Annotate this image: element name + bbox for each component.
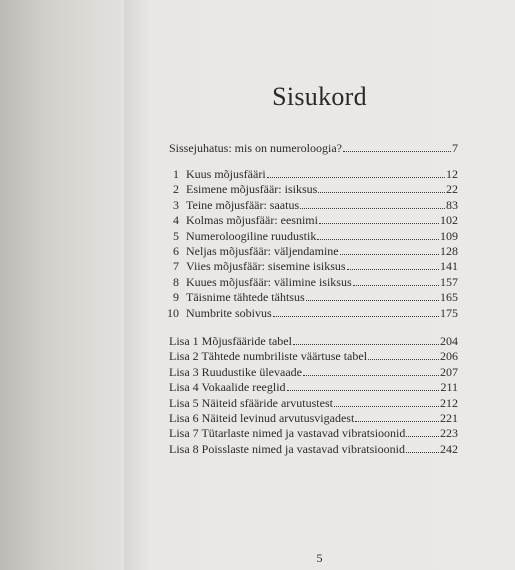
toc-appendix-row: [169, 396, 458, 410]
toc-leader-dots: [273, 307, 439, 317]
toc-appendix-page: 207: [440, 364, 458, 379]
toc-chapter-row: [165, 167, 458, 181]
toc-chapter-page: 22: [446, 182, 458, 197]
toc-leader-dots: [343, 142, 451, 152]
toc-appendix-row: [169, 426, 458, 440]
book-gutter-shadow: [0, 0, 140, 570]
toc-leader-dots: [287, 381, 440, 391]
toc-appendix-page: 242: [440, 441, 458, 456]
toc-chapter-number: 2: [173, 182, 179, 197]
toc-chapter-row: [165, 229, 458, 243]
toc-chapter-row: [165, 182, 458, 196]
toc-chapter-row: [165, 275, 458, 289]
toc-chapter-label: Numeroloogiline ruudustik: [186, 228, 317, 243]
toc-chapter-number: 9: [173, 290, 179, 305]
toc-chapter-number: 6: [173, 244, 179, 258]
toc-appendix-row: [169, 442, 458, 456]
toc-leader-dots: [368, 350, 439, 360]
toc-appendix-page: 211: [440, 380, 458, 395]
toc-chapter-label: Kuues mõjusfäär: välimine isiksus: [186, 274, 352, 289]
toc-leader-dots: [300, 199, 445, 209]
toc-appendix-label: Lisa 7 Tütarlaste nimed ja vastavad vibratsioonid: [169, 426, 406, 441]
toc-chapter-page: 102: [440, 213, 458, 228]
toc-appendix-row: [169, 411, 458, 425]
toc-appendix-row: [169, 334, 458, 348]
toc-appendix-page: 223: [440, 426, 458, 441]
toc-leader-dots: [306, 291, 439, 301]
toc-chapter-row: [165, 213, 458, 227]
toc-chapter-number: 8: [173, 274, 179, 289]
toc-leader-dots: [347, 260, 439, 270]
toc-chapter-row: [165, 290, 458, 304]
toc-appendix-row: [169, 380, 458, 394]
toc-chapter-label: Kuus mõjusfääri: [186, 167, 266, 181]
toc-chapter-number: 4: [173, 213, 179, 228]
toc-chapter-page: 141: [440, 259, 458, 274]
toc-appendix-row: [169, 349, 458, 363]
toc-leader-dots: [317, 230, 439, 240]
toc-appendix-label: Lisa 6 Näiteid levinud arvutusvigadest: [169, 411, 355, 425]
toc-leader-dots: [334, 397, 439, 407]
toc-chapter-row: [165, 306, 458, 320]
toc-chapter-page: 157: [440, 274, 458, 289]
toc-appendix-label: Lisa 8 Poisslaste nimed ja vastavad vibratsioonid: [169, 441, 405, 456]
toc-leader-dots: [303, 366, 439, 376]
toc-leader-dots: [340, 245, 439, 255]
toc-chapter-page: 128: [440, 244, 458, 258]
toc-chapter-label: Viies mõjusfäär: sisemine isiksus: [186, 259, 346, 274]
toc-chapter-label: Esimene mõjusfäär: isiksus: [186, 182, 318, 197]
page-title: Sisukord: [272, 82, 367, 111]
toc-chapter-page: 175: [440, 305, 458, 320]
toc-appendix-label: Lisa 3 Ruudustike ülevaade: [169, 364, 302, 379]
toc-chapter-number: 10: [167, 305, 179, 320]
toc-leader-dots: [267, 168, 445, 178]
toc-chapter-label: Numbrite sobivus: [186, 305, 272, 320]
toc-chapter-number: 5: [173, 228, 179, 243]
toc-leader-dots: [406, 427, 439, 437]
toc-leader-dots: [355, 412, 439, 422]
toc-chapter-page: 12: [446, 167, 458, 181]
toc-chapter-page: 165: [440, 290, 458, 305]
toc-leader-dots: [293, 335, 439, 345]
toc-leader-dots: [318, 183, 445, 193]
toc-chapter-number: 3: [173, 197, 179, 212]
toc-appendix-label: Lisa 5 Näiteid sfääride arvutustest: [169, 395, 333, 410]
toc-leader-dots: [319, 214, 439, 224]
book-page: [124, 0, 515, 570]
toc-chapter-label: Neljas mõjusfäär: väljendamine: [186, 244, 339, 258]
toc-appendix-page: 206: [440, 349, 458, 364]
toc-chapter-page: 109: [440, 228, 458, 243]
toc-appendix-label: Lisa 4 Vokaalide reeglid: [169, 380, 286, 395]
toc-intro-row: [169, 141, 458, 155]
toc-appendix-label: Lisa 1 Mõjusfääride tabel: [169, 334, 292, 348]
toc-appendix-page: 212: [440, 395, 458, 410]
toc-leader-dots: [406, 443, 439, 453]
toc-intro-label: Sissejuhatus: mis on numeroloogia?: [169, 141, 342, 155]
toc-chapter-row: [165, 244, 458, 258]
toc-appendix-page: 204: [440, 334, 458, 348]
toc-chapter-number: 1: [173, 167, 179, 181]
page-number: 5: [316, 551, 323, 565]
toc-chapter-row: [165, 198, 458, 212]
toc-appendix-row: [169, 365, 458, 379]
toc-appendix-page: 221: [440, 411, 458, 425]
toc-chapter-page: 83: [446, 197, 458, 212]
toc-leader-dots: [353, 276, 439, 286]
toc-chapter-label: Kolmas mõjusfäär: eesnimi: [186, 213, 318, 228]
toc-chapter-number: 7: [173, 259, 179, 274]
toc-chapter-row: [165, 259, 458, 273]
toc-chapter-label: Teine mõjusfäär: saatus: [186, 197, 300, 212]
toc-chapter-label: Täisnime tähtede tähtsus: [186, 290, 305, 305]
toc-intro-page: 7: [452, 141, 458, 155]
toc-appendix-label: Lisa 2 Tähtede numbriliste väärtuse tabel: [169, 349, 368, 364]
